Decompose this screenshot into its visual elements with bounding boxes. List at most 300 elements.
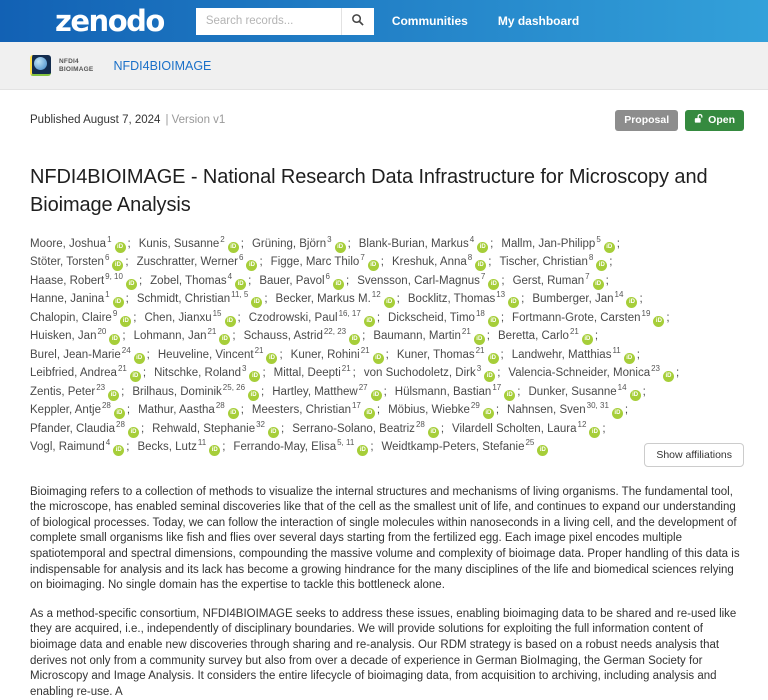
author-separator: ; <box>639 293 643 306</box>
orcid-icon[interactable]: iD <box>113 445 124 456</box>
affiliation-sup: 17 <box>351 401 361 411</box>
author <box>137 253 263 272</box>
author-name: Baumann, Martin <box>373 330 461 343</box>
author-separator: ; <box>262 367 266 380</box>
author <box>154 364 266 383</box>
affiliation-sup: 5, 11 <box>337 438 355 448</box>
orcid-icon[interactable]: iD <box>268 427 279 438</box>
author-name: Dickscheid, Timo <box>388 311 475 324</box>
author-name: Kuner, Rohini <box>290 348 360 361</box>
author-separator: ; <box>495 404 500 417</box>
author-name: Huisken, Jan <box>30 330 97 343</box>
orcid-icon[interactable]: iD <box>130 371 141 382</box>
author-separator: ; <box>248 274 252 287</box>
author-name: Hülsmann, Bastian <box>394 385 492 398</box>
orcid-icon[interactable]: iD <box>248 390 259 401</box>
author <box>30 346 150 365</box>
affiliation-sup: 28 <box>415 419 425 429</box>
orcid-icon[interactable]: iD <box>134 353 145 364</box>
author-name: Dunker, Susanne <box>528 385 617 398</box>
author-name: Landwehr, Matthias <box>511 348 612 361</box>
author <box>150 272 251 291</box>
author-separator: ; <box>222 441 226 454</box>
author <box>532 290 642 309</box>
orcid-icon[interactable]: iD <box>364 408 375 419</box>
affiliation-sup: 25 <box>525 438 535 448</box>
author-name: Valencia-Schneider, Monica <box>508 367 651 380</box>
author <box>271 253 384 272</box>
published-date: Published August 7, 2024 <box>30 114 161 127</box>
author <box>498 327 598 346</box>
orcid-icon[interactable]: iD <box>228 408 239 419</box>
orcid-icon[interactable]: iD <box>484 371 495 382</box>
orcid-icon[interactable]: iD <box>120 316 131 327</box>
author-name: Leibfried, Andrea <box>30 367 117 380</box>
orcid-icon[interactable]: iD <box>474 334 485 345</box>
affiliation-sup: 21 <box>475 345 485 355</box>
affiliation-sup: 24 <box>121 345 131 355</box>
affiliation-sup: 16, 17 <box>338 308 361 318</box>
affiliation-sup: 7 <box>360 253 365 263</box>
author <box>30 401 130 420</box>
author-separator: ; <box>261 385 265 398</box>
orcid-icon[interactable]: iD <box>368 260 379 271</box>
affiliation-sup: 3 <box>327 234 332 244</box>
author <box>392 253 491 272</box>
orcid-icon[interactable]: iD <box>235 279 246 290</box>
affiliation-sup: 13 <box>496 290 506 300</box>
orcid-icon[interactable]: iD <box>109 334 120 345</box>
author <box>249 309 380 328</box>
orcid-icon[interactable]: iD <box>488 316 499 327</box>
affiliation-sup: 2 <box>220 234 225 244</box>
author <box>30 364 146 383</box>
author-separator: ; <box>122 330 126 343</box>
orcid-icon[interactable]: iD <box>225 316 236 327</box>
affiliation-sup: 14 <box>614 290 624 300</box>
author-name: Zobel, Thomas <box>150 274 227 287</box>
affiliation-sup: 23 <box>96 382 106 392</box>
community-logo-line1: NFDI4 <box>59 57 79 65</box>
author <box>272 383 387 402</box>
affiliation-sup: 7 <box>480 271 486 281</box>
search-box <box>196 8 374 35</box>
author-separator: ; <box>281 422 285 435</box>
access-badge-label: Open <box>708 114 735 126</box>
author-name: Tischer, Christian <box>499 256 588 269</box>
version-label: | Version v1 <box>165 114 226 127</box>
author-separator: ; <box>500 311 505 324</box>
author-name: Hanne, Janina <box>30 293 105 306</box>
affiliation-sup: 12 <box>371 290 381 300</box>
author-name: Nahnsen, Sven <box>507 404 586 417</box>
author-name: Vogl, Raimund <box>30 441 105 454</box>
affiliation-sup: 14 <box>617 382 627 392</box>
author-separator: ; <box>259 256 263 269</box>
author-name: Burel, Jean-Marie <box>30 348 121 361</box>
author <box>388 401 499 420</box>
record-content <box>0 110 768 700</box>
community-logo-icon[interactable] <box>30 55 51 76</box>
authors-section <box>30 235 744 459</box>
affiliation-sup: 21 <box>569 327 579 337</box>
author-separator: ; <box>642 385 646 398</box>
community-bar <box>0 42 768 90</box>
affiliation-sup: 12 <box>577 419 587 429</box>
author-separator: ; <box>385 348 389 361</box>
orcid-icon[interactable]: iD <box>114 408 125 419</box>
author-separator: ; <box>121 385 125 398</box>
author <box>252 235 351 254</box>
affiliation-sup: 1 <box>107 234 112 244</box>
orcid-icon[interactable]: iD <box>335 242 346 253</box>
author <box>244 327 366 346</box>
orcid-icon[interactable]: iD <box>364 316 375 327</box>
author-separator: ; <box>616 237 620 250</box>
affiliation-sup: 8 <box>467 253 473 263</box>
author <box>30 309 136 328</box>
author-separator: ; <box>279 348 283 361</box>
author <box>30 420 144 439</box>
author-name: Bocklitz, Thomas <box>407 293 496 306</box>
author <box>259 272 349 291</box>
affiliation-sup: 15 <box>212 308 222 318</box>
badges <box>615 110 744 131</box>
author <box>359 235 494 254</box>
author-separator: ; <box>676 367 680 380</box>
orcid-icon[interactable]: iD <box>126 279 137 290</box>
orcid-icon[interactable]: iD <box>333 279 344 290</box>
author-name: Blank-Burian, Markus <box>358 237 469 250</box>
author-name: Bauer, Pavol <box>259 274 325 287</box>
author <box>382 438 549 457</box>
author-separator: ; <box>146 348 150 361</box>
author <box>274 364 356 383</box>
author <box>408 290 524 309</box>
author <box>528 383 645 402</box>
author <box>30 253 129 272</box>
author <box>512 309 670 328</box>
orcid-icon[interactable]: iD <box>508 297 519 308</box>
author-separator: ; <box>232 330 236 343</box>
author-separator: ; <box>126 404 131 417</box>
search-icon <box>351 13 364 29</box>
author-separator: ; <box>370 441 374 454</box>
affiliation-sup: 11 <box>197 438 207 448</box>
orcid-icon[interactable]: iD <box>115 242 126 253</box>
author <box>452 420 606 439</box>
zenodo-logo[interactable]: zenodo <box>55 3 164 38</box>
author-name: Ferrando-May, Elisa <box>233 441 337 454</box>
orcid-icon[interactable]: iD <box>589 427 600 438</box>
author <box>501 235 620 254</box>
author <box>137 438 225 457</box>
author-separator: ; <box>352 367 356 380</box>
orcid-icon[interactable]: iD <box>373 353 384 364</box>
author <box>512 346 640 365</box>
author-separator: ; <box>380 256 384 269</box>
author-separator: ; <box>362 330 366 343</box>
author-name: Haase, Robert <box>30 274 105 287</box>
orcid-icon[interactable]: iD <box>604 242 615 253</box>
author-separator: ; <box>127 237 131 250</box>
author-name: Becker, Markus M. <box>275 293 371 306</box>
author-name: Brilhaus, Dominik <box>132 385 222 398</box>
author <box>30 383 124 402</box>
nav-my-dashboard[interactable]: My dashboard <box>497 14 580 28</box>
orcid-icon[interactable]: iD <box>504 390 515 401</box>
author-separator: ; <box>140 422 145 435</box>
community-logo-line2: BIOIMAGE <box>59 65 94 73</box>
author-name: von Suchodoletz, Dirk <box>363 367 476 380</box>
author <box>395 383 521 402</box>
description <box>30 485 744 700</box>
author-name: Nitschke, Roland <box>154 367 241 380</box>
author-separator: ; <box>666 311 670 324</box>
author-separator: ; <box>486 330 490 343</box>
author-separator: ; <box>347 237 351 250</box>
affiliation-sup: 11 <box>612 345 621 355</box>
author-separator: ; <box>142 367 147 380</box>
orcid-icon[interactable]: iD <box>266 353 277 364</box>
orcid-icon[interactable]: iD <box>488 353 499 364</box>
author-separator: ; <box>125 256 129 269</box>
affiliation-sup: 28 <box>215 401 225 411</box>
affiliation-sup: 27 <box>358 382 368 392</box>
author-separator: ; <box>500 348 504 361</box>
author <box>508 364 679 383</box>
affiliation-sup: 7 <box>585 271 590 281</box>
author-separator: ; <box>237 311 241 324</box>
author <box>388 309 504 328</box>
orcid-icon[interactable]: iD <box>653 316 664 327</box>
author <box>152 420 284 439</box>
author <box>373 327 490 346</box>
affiliation-sup: 4 <box>105 438 111 448</box>
publication-row <box>30 110 744 131</box>
orcid-icon[interactable]: iD <box>428 427 439 438</box>
affiliation-sup: 21 <box>117 364 127 374</box>
affiliation-sup: 5 <box>596 234 601 244</box>
affiliation-sup: 21 <box>341 364 351 374</box>
author-separator: ; <box>126 441 130 454</box>
affiliation-sup: 21 <box>360 345 370 355</box>
orcid-icon[interactable]: iD <box>108 390 119 401</box>
author-separator: ; <box>376 404 381 417</box>
affiliation-sup: 3 <box>242 364 247 374</box>
affiliation-sup: 19 <box>641 308 651 318</box>
orcid-icon[interactable]: iD <box>228 242 239 253</box>
author-separator: ; <box>133 311 137 324</box>
orcid-icon[interactable]: iD <box>663 371 674 382</box>
author <box>30 327 126 346</box>
affiliation-sup: 6 <box>239 253 244 263</box>
author-separator: ; <box>488 256 492 269</box>
author-name: Chalopin, Claire <box>30 311 112 324</box>
author-name: Becks, Lutz <box>137 441 197 454</box>
affiliation-sup: 4 <box>227 271 233 281</box>
search-input[interactable] <box>196 8 341 35</box>
affiliation-sup: 21 <box>207 327 217 337</box>
affiliation-sup: 20 <box>97 327 107 337</box>
author <box>364 364 501 383</box>
author <box>507 401 628 420</box>
author-separator: ; <box>609 256 613 269</box>
orcid-icon[interactable]: iD <box>488 279 499 290</box>
author-name: Figge, Marc Thilo <box>270 256 360 269</box>
author <box>357 272 504 291</box>
top-header <box>0 0 768 42</box>
orcid-icon[interactable]: iD <box>626 297 637 308</box>
affiliation-sup: 23 <box>651 364 661 374</box>
author-name: Mathur, Aastha <box>138 404 215 417</box>
author-name: Gerst, Ruman <box>512 274 585 287</box>
author-separator: ; <box>490 237 494 250</box>
orcid-icon[interactable]: iD <box>219 334 230 345</box>
author-name: Chen, Jianxu <box>144 311 212 324</box>
affiliation-sup: 6 <box>325 271 330 281</box>
author <box>30 235 131 254</box>
author-name: Vilardell Scholten, Laura <box>452 422 577 435</box>
orcid-icon[interactable]: iD <box>251 297 262 308</box>
orcid-icon[interactable]: iD <box>612 408 623 419</box>
show-affiliations-button[interactable]: Show affiliations <box>644 443 744 467</box>
orcid-icon[interactable]: iD <box>209 445 220 456</box>
author-name: Grüning, Björn <box>251 237 327 250</box>
orcid-icon[interactable]: iD <box>483 408 494 419</box>
author-separator: ; <box>345 274 350 287</box>
author-name: Möbius, Wiebke <box>388 404 470 417</box>
orcid-icon[interactable]: iD <box>128 427 139 438</box>
orcid-icon[interactable]: iD <box>384 297 395 308</box>
author-name: Mittal, Deepti <box>273 367 341 380</box>
author-name: Kunis, Susanne <box>138 237 220 250</box>
author <box>138 401 244 420</box>
author-name: Moore, Joshua <box>30 237 107 250</box>
author <box>30 290 129 309</box>
author <box>158 346 283 365</box>
description-paragraph: As a method-specific consortium, NFDI4BIOIMAGE seeks to address these issues, enabling bioimaging data to be shared and re-used like they are acquired, i.e., independently of disciplinary boundaries. We will provide solutions for exploiting the full information content of bioimage data and enable new discoveries through sharing and re-analysis. Our RDM strategy is based on a robust needs analysis that derives not only from a community survey but also from over a decade of experience in German BioImaging, the German Society for Microscopy and Image Analysis. It considers the entire lifecycle of bioimaging data, from acquisition to archiving, including analysis and enabling re-use. A <box>30 607 737 698</box>
author-separator: ; <box>383 385 387 398</box>
orcid-icon[interactable]: iD <box>371 390 382 401</box>
orcid-icon[interactable]: iD <box>475 260 486 271</box>
author <box>30 438 129 457</box>
author-name: Meesters, Christian <box>251 404 351 417</box>
affiliation-sup: 25, 26 <box>222 382 246 392</box>
author-name: Bumberger, Jan <box>532 293 614 306</box>
author <box>513 272 609 291</box>
author-separator: ; <box>240 237 244 250</box>
author-separator: ; <box>396 293 400 306</box>
author <box>233 438 373 457</box>
author-name: Kuner, Thomas <box>396 348 475 361</box>
author <box>397 346 504 365</box>
affiliation-sup: 17 <box>492 382 502 392</box>
community-logo-text <box>59 58 93 74</box>
record-title: NFDI4BIOIMAGE - National Research Data Infrastructure for Microscopy and Bioimage Analysis <box>30 165 708 216</box>
author-name: Stöter, Torsten <box>30 256 104 269</box>
main-nav <box>392 14 579 28</box>
affiliation-sup: 4 <box>469 234 475 244</box>
author-name: Mallm, Jan-Philipp <box>501 237 596 250</box>
author-name: Pfander, Claudia <box>30 422 116 435</box>
author-name: Svensson, Carl-Magnus <box>357 274 480 287</box>
author <box>292 420 444 439</box>
orcid-icon[interactable]: iD <box>246 260 257 271</box>
author-name: Fortmann-Grote, Carsten <box>512 311 641 324</box>
authors-list <box>30 235 690 457</box>
author-separator: ; <box>264 293 268 306</box>
orcid-icon[interactable]: iD <box>112 260 123 271</box>
author <box>144 309 240 328</box>
orcid-icon[interactable]: iD <box>113 297 124 308</box>
author-name: Czodrowski, Paul <box>248 311 338 324</box>
affiliation-sup: 9 <box>112 308 118 318</box>
nav-communities[interactable]: Communities <box>391 14 468 28</box>
orcid-icon[interactable]: iD <box>596 260 607 271</box>
community-link[interactable]: NFDI4BIOIMAGE <box>113 58 212 73</box>
affiliation-sup: 9, 10 <box>105 271 123 281</box>
open-lock-icon <box>694 113 704 128</box>
orcid-icon[interactable]: iD <box>249 371 260 382</box>
author-separator: ; <box>497 367 501 380</box>
author-name: Beretta, Carlo <box>498 330 569 343</box>
affiliation-sup: 22, 23 <box>323 327 347 337</box>
author-separator: ; <box>125 293 129 306</box>
author-separator: ; <box>602 422 606 435</box>
author-name: Weidtkamp-Peters, Stefanie <box>381 441 525 454</box>
orcid-icon[interactable]: iD <box>349 334 360 345</box>
author-separator: ; <box>376 311 381 324</box>
author-name: Schmidt, Christian <box>136 293 231 306</box>
author <box>252 401 380 420</box>
search-button[interactable] <box>341 8 374 35</box>
author-separator: ; <box>240 404 244 417</box>
orcid-icon[interactable]: iD <box>593 279 604 290</box>
author-name: Lohmann, Jan <box>133 330 207 343</box>
author-separator: ; <box>501 274 505 287</box>
affiliation-sup: 1 <box>105 290 110 300</box>
affiliation-sup: 28 <box>116 419 125 429</box>
author-name: Serrano-Solano, Beatriz <box>292 422 415 435</box>
author-separator: ; <box>636 348 640 361</box>
author <box>139 235 244 254</box>
orcid-icon[interactable]: iD <box>477 242 488 253</box>
affiliation-sup: 21 <box>461 327 471 337</box>
description-paragraph: Bioimaging refers to a collection of methods to visualize the internal structures and mechanisms of living organisms. The fundamental tool, the microscope, has enabled seminal discoveries like that of the cell as the smallest unit of life, and continues to expand our understanding of biological processes. Today, we can follow the interaction of single molecules within nanoseconds in a living cell, and the development of complete small organisms like fish and flies over several days starting from the fertilized egg. Each image pixel encodes multiple spatiotemporal and spectral dimensions, compounding the massive volume and complexity of bioimage data. Proper handling of this data is indispensable for analysis and its lack has become a growing hindrance for the many disciplines of the life and biomedical sciences relying on bioimaging. No single domain has the expertise to tackle this bottleneck alone. <box>30 485 740 592</box>
author <box>30 272 142 291</box>
author <box>134 327 236 346</box>
author-name: Schauss, Astrid <box>243 330 323 343</box>
author <box>291 346 389 365</box>
author-separator: ; <box>440 422 445 435</box>
affiliation-sup: 30, 31 <box>586 401 609 411</box>
author-name: Rehwald, Stephanie <box>152 422 256 435</box>
orcid-icon[interactable]: iD <box>630 390 641 401</box>
orcid-icon[interactable]: iD <box>582 334 593 345</box>
author-separator: ; <box>605 274 609 287</box>
orcid-icon[interactable]: iD <box>537 445 548 456</box>
orcid-icon[interactable]: iD <box>357 445 368 456</box>
affiliation-sup: 6 <box>104 253 110 263</box>
author-separator: ; <box>138 274 143 287</box>
author <box>276 290 400 309</box>
affiliation-sup: 21 <box>254 345 264 355</box>
access-badge <box>685 110 744 131</box>
author <box>499 253 612 272</box>
orcid-icon[interactable]: iD <box>624 353 635 364</box>
author-name: Hartley, Matthew <box>272 385 358 398</box>
